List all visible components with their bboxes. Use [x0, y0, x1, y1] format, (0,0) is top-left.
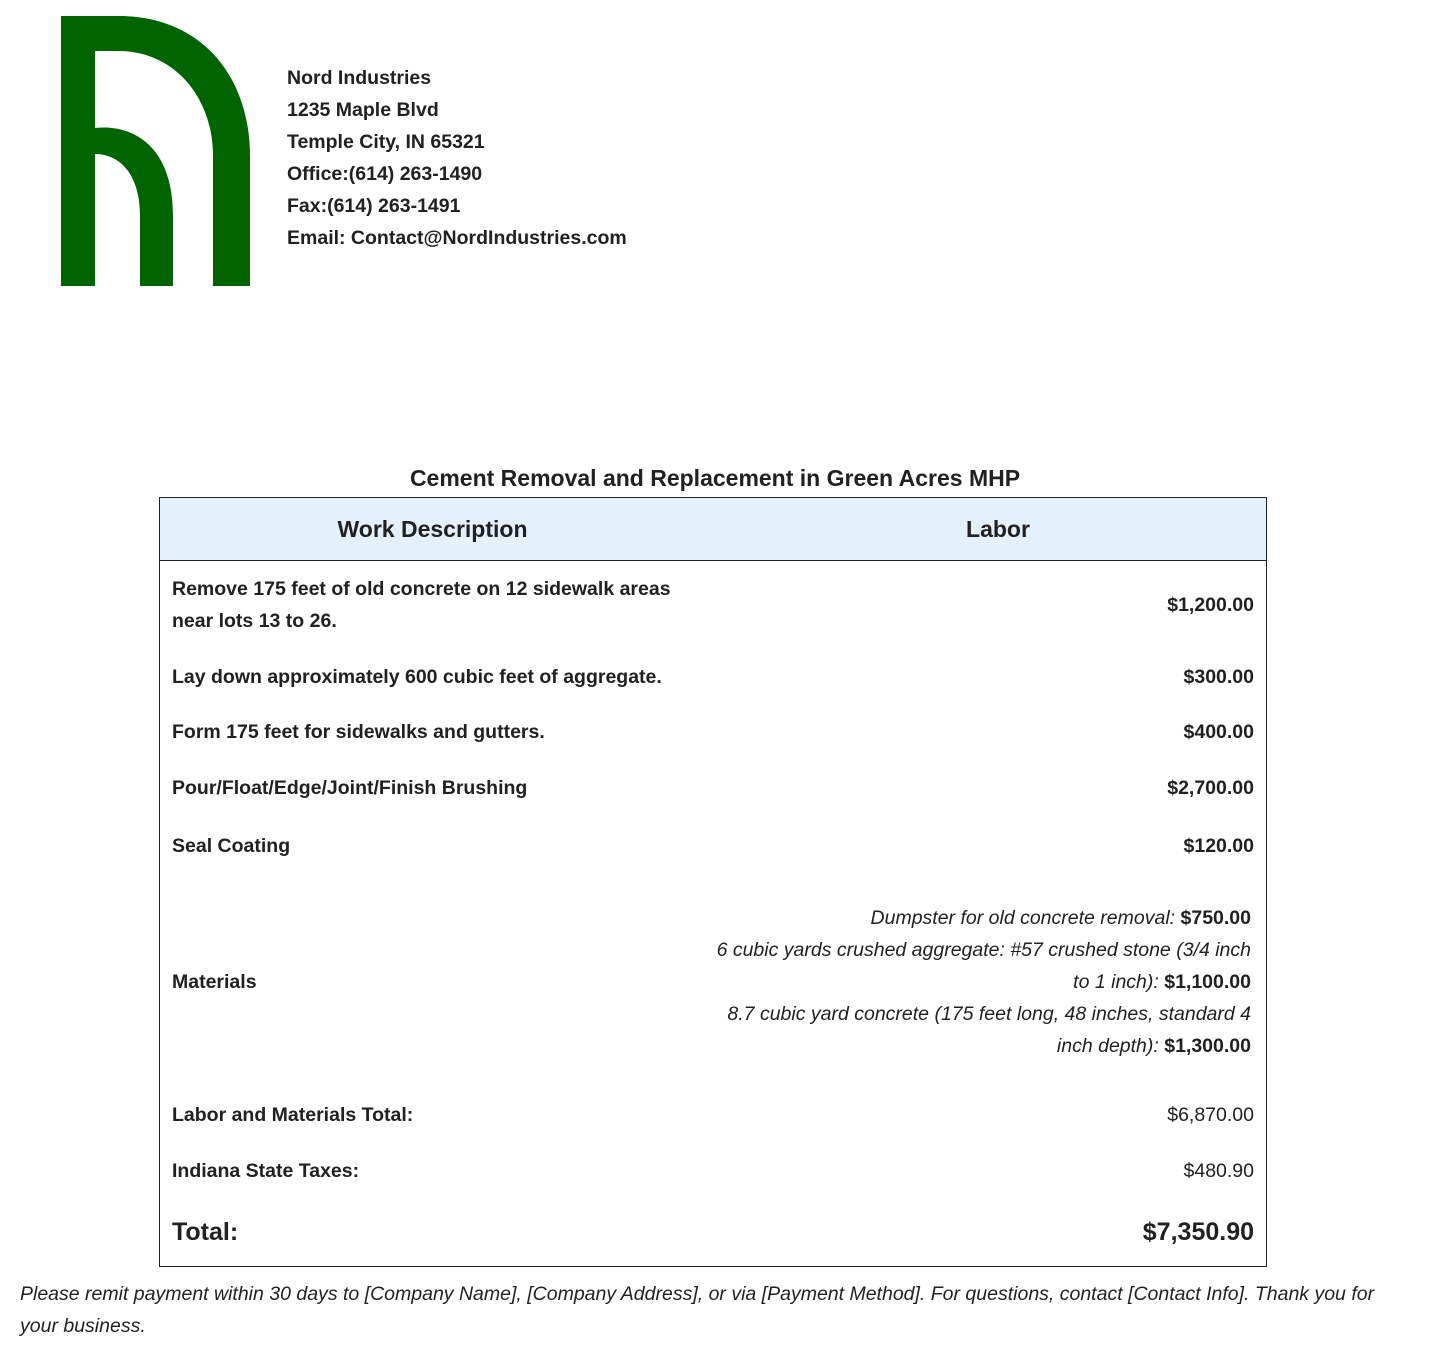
company-fax: Fax:(614) 263-1491 — [287, 195, 461, 217]
company-email: Email: Contact@NordIndustries.com — [287, 227, 627, 249]
estimate-table — [159, 497, 1267, 1267]
company-logo — [61, 16, 250, 286]
row-description: Remove 175 feet of old concrete on 12 sidewalk areas near lots 13 to 26. — [172, 578, 671, 632]
materials-item: 8.7 cubic yard concrete (175 feet long, 48 inches, standard 4 inch depth): $1,300.00 — [727, 1003, 1251, 1057]
company-office-phone: Office:(614) 263-1490 — [287, 163, 483, 185]
total-label: Total: — [172, 1218, 239, 1246]
row-description: Lay down approximately 600 cubic feet of aggregate. — [172, 666, 662, 688]
subtotal-label: Labor and Materials Total: — [172, 1104, 414, 1126]
materials-item-price: $1,300.00 — [1164, 1035, 1251, 1057]
row-labor-amount: $1,200.00 — [1167, 594, 1254, 616]
materials-item-price: $1,100.00 — [1164, 971, 1251, 993]
row-description: Seal Coating — [172, 835, 291, 857]
materials-label: Materials — [172, 971, 257, 993]
table-header — [160, 498, 1266, 561]
taxes-value: $480.90 — [1183, 1160, 1254, 1182]
payment-note: Please remit payment within 30 days to [Company Name], [Company Address], or via [Payment Method]. For questions, contact [Contact Info]. Thank you for your business. — [20, 1283, 1375, 1337]
company-name: Nord Industries — [287, 67, 432, 89]
row-labor-amount: $120.00 — [1183, 835, 1254, 857]
row-description: Pour/Float/Edge/Joint/Finish Brushing — [172, 777, 528, 799]
row-labor-amount: $300.00 — [1183, 666, 1254, 688]
total-value: $7,350.90 — [1142, 1218, 1254, 1246]
company-address-line2: Temple City, IN 65321 — [287, 131, 485, 153]
materials-item-price: $750.00 — [1180, 907, 1251, 929]
company-info — [287, 62, 627, 254]
column-header-labor: Labor — [966, 516, 1030, 542]
taxes-label: Indiana State Taxes: — [172, 1160, 360, 1182]
column-header-work-description: Work Description — [337, 516, 528, 542]
materials-item: Dumpster for old concrete removal: $750.00 — [870, 907, 1251, 929]
row-description: Form 175 feet for sidewalks and gutters. — [172, 721, 545, 743]
subtotal-value: $6,870.00 — [1167, 1104, 1254, 1126]
materials-item: 6 cubic yards crushed aggregate: #57 crushed stone (3/4 inch to 1 inch): $1,100.00 — [716, 939, 1251, 993]
row-labor-amount: $400.00 — [1183, 721, 1254, 743]
document-title: Cement Removal and Replacement in Green Acres MHP — [409, 465, 1021, 491]
company-address-line1: 1235 Maple Blvd — [287, 99, 439, 121]
row-labor-amount: $2,700.00 — [1167, 777, 1254, 799]
materials-list — [711, 902, 1251, 1062]
